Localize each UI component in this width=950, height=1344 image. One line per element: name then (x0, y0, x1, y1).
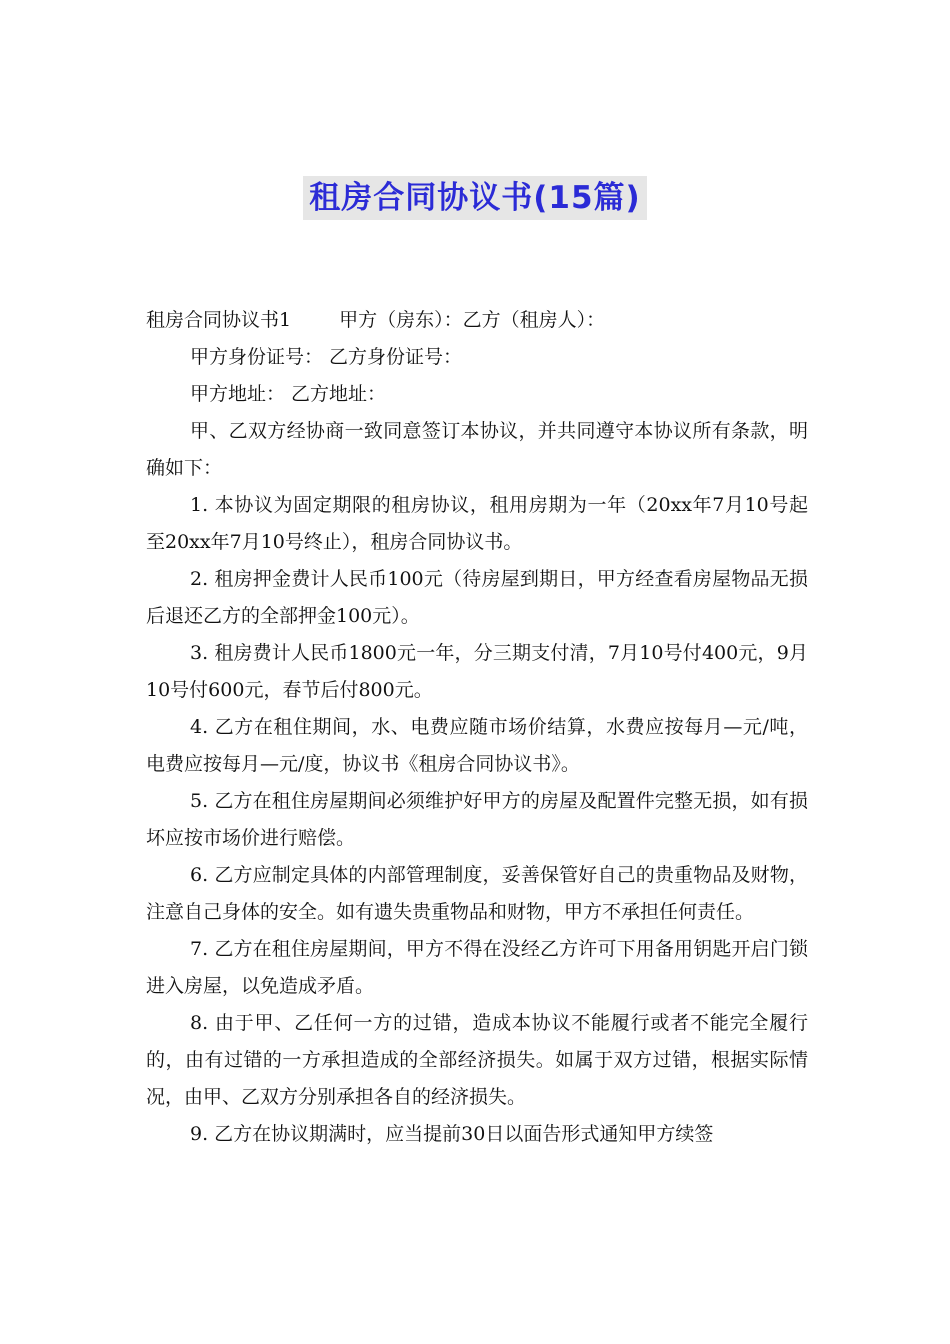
clause-4: 4. 乙方在租住期间，水、电费应随市场价结算，水费应按每月—元/吨，电费应按每月—元/度，协议书《租房合同协议书》。 (146, 716, 808, 775)
party-a-label: 甲方（房东）： (339, 309, 463, 331)
clause-9: 9. 乙方在协议期满时，应当提前30日以面告形式通知甲方续签 (190, 1123, 714, 1145)
clause-7: 7. 乙方在租住房屋期间，甲方不得在没经乙方许可下用备用钥匙开启门锁进入房屋，以免造成矛盾。 (146, 938, 808, 997)
clause-8: 8. 由于甲、乙任何一方的过错，造成本协议不能履行或者不能完全履行的，由有过错的一方承担造成的全部经济损失。如属于双方过错，根据实际情况，由甲、乙双方分别承担各自的经济损失。 (146, 1012, 808, 1108)
document-title: 租房合同协议书(15篇) (303, 176, 646, 220)
agreement-label: 租房合同协议书1 (146, 309, 292, 331)
clause-5: 5. 乙方在租住房屋期间必须维护好甲方的房屋及配置件完整无损，如有损坏应按市场价进行赔偿。 (146, 790, 808, 849)
title-container (0, 176, 950, 220)
clause-6: 6. 乙方应制定具体的内部管理制度，妥善保管好自己的贵重物品及财物，注意自己身体的安全。如有遗失贵重物品和财物，甲方不承担任何责任。 (146, 864, 808, 923)
clause-2: 2. 租房押金费计人民币100元（待房屋到期日，甲方经查看房屋物品无损后退还乙方的全部押金100元）。 (146, 568, 808, 627)
heading-line (146, 302, 808, 339)
document-body (146, 302, 808, 1153)
preamble-paragraph: 甲、乙双方经协商一致同意签订本协议，并共同遵守本协议所有条款，明确如下： (146, 420, 808, 479)
clause-1: 1. 本协议为固定期限的租房协议，租用房期为一年（20xx年7月10号起至20xx年7月10号终止），租房合同协议书。 (146, 494, 808, 553)
address-line: 甲方地址： 乙方地址： (190, 383, 387, 405)
id-number-line: 甲方身份证号： 乙方身份证号： (190, 346, 463, 368)
party-b-label: 乙方（租房人）： (462, 309, 606, 331)
clause-3: 3. 租房费计人民币1800元一年，分三期支付清，7月10号付400元，9月10号付600元，春节后付800元。 (146, 642, 808, 701)
